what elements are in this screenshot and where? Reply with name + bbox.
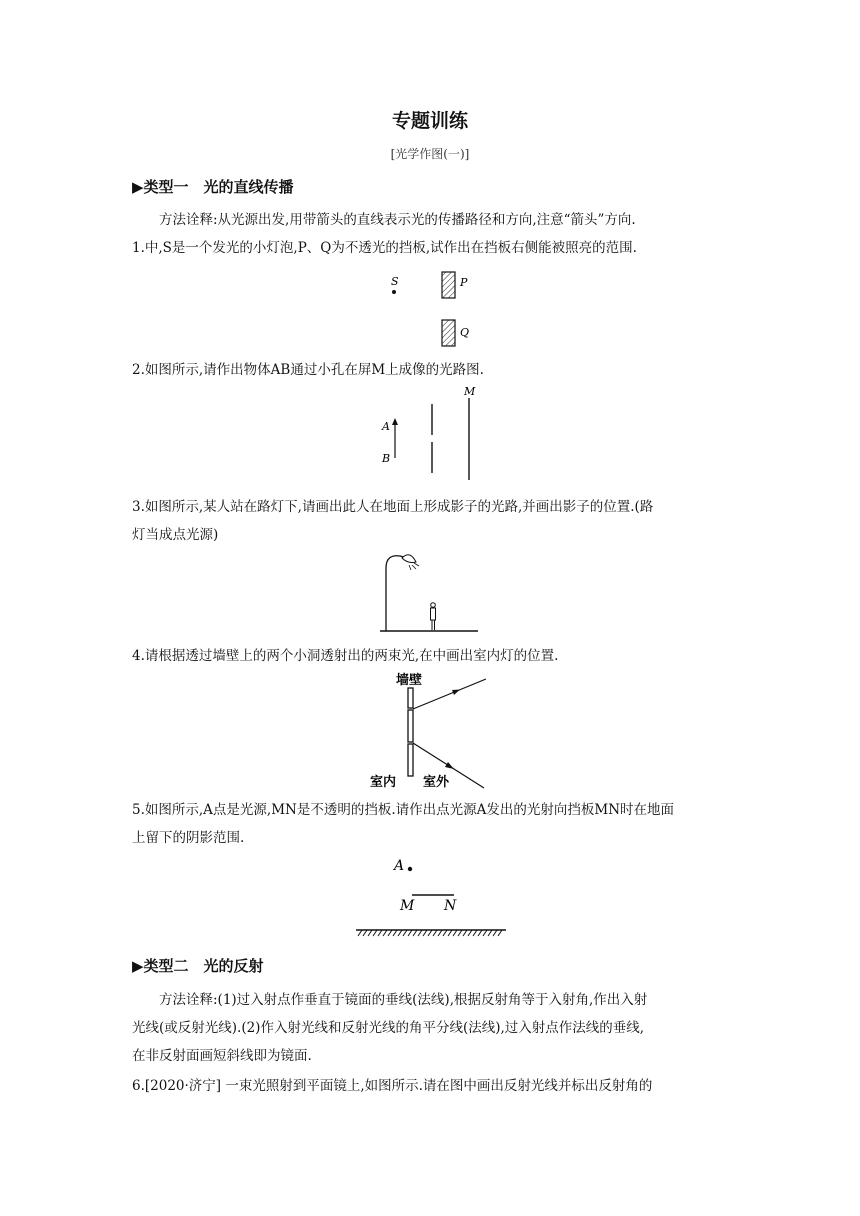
question-6-text: 6.[2020·济宁] 一束光照射到平面镜上,如图所示.请在图中画出反射光线并标出反射角的 bbox=[132, 1078, 653, 1094]
wall-segment-top bbox=[408, 688, 413, 708]
beam-arrow-lower bbox=[445, 762, 454, 769]
wall-segment-bottom bbox=[408, 744, 413, 776]
label-p: P bbox=[460, 276, 468, 289]
figure-5-shadow bbox=[352, 852, 512, 940]
label-outside: 室外 bbox=[423, 775, 450, 790]
method-text-2-line3: 在非反射面画短斜线即为镜面. bbox=[132, 1048, 312, 1064]
method-text-2-line1: 方法诠释:(1)过入射点作垂直于镜面的垂线(法线),根据反射角等于入射角,作出入射 bbox=[159, 992, 648, 1008]
label-a: A bbox=[382, 420, 390, 433]
wall-segment-middle bbox=[408, 710, 413, 742]
question-3-text-line1: 3.如图所示,某人站在路灯下,请画出此人在地面上形成影子的光路,并画出影子的位置.(路 bbox=[132, 499, 654, 515]
lamp-point-s bbox=[392, 290, 396, 294]
ground-hatching bbox=[358, 930, 502, 936]
label-a: A bbox=[394, 858, 405, 874]
question-5-text-line1: 5.如图所示,A点是光源,MN是不透明的挡板.请作出点光源A发出的光射向挡板MN时在地面 bbox=[132, 802, 675, 818]
label-m: M bbox=[400, 898, 415, 914]
baffle-p bbox=[442, 272, 455, 298]
figure-1-lamp-baffles bbox=[380, 264, 490, 356]
figure-3-street-lamp bbox=[378, 550, 482, 634]
question-4-text: 4.请根据透过墙壁上的两个小洞透射出的两束光,在中画出室内灯的位置. bbox=[132, 648, 559, 664]
question-2-text: 2.如图所示,请作出物体AB通过小孔在屏M上成像的光路图. bbox=[132, 362, 484, 378]
page-title: 专题训练 bbox=[391, 110, 468, 132]
label-s: S bbox=[391, 275, 399, 288]
label-b: B bbox=[382, 452, 391, 465]
method-text-2-line2: 光线(或反射光线).(2)作入射光线和反射光线的角平分线(法线),过入射点作法线的垂线, bbox=[132, 1020, 645, 1036]
light-source-a bbox=[408, 867, 412, 871]
arrow-head bbox=[392, 418, 398, 425]
beam-arrow-upper bbox=[452, 690, 460, 696]
lamp-post bbox=[386, 556, 408, 631]
person-figure bbox=[431, 603, 436, 630]
question-5-text-line2: 上留下的阴影范围. bbox=[132, 830, 245, 846]
figure-4-wall-holes bbox=[368, 670, 492, 794]
question-3-text-line2: 灯当成点光源) bbox=[132, 527, 219, 543]
page-subtitle: [光学作图(一)] bbox=[390, 147, 470, 161]
label-inside: 室内 bbox=[370, 775, 397, 790]
section-heading-1: ▶类型一 光的直线传播 bbox=[132, 178, 294, 196]
light-beam-upper bbox=[413, 679, 486, 709]
figure-2-pinhole bbox=[376, 384, 486, 484]
label-wall: 墙壁 bbox=[396, 673, 423, 688]
label-m: M bbox=[464, 385, 476, 398]
method-text-1: 方法诠释:从光源出发,用带箭头的直线表示光的传播路径和方向,注意“箭头”方向. bbox=[159, 212, 636, 228]
question-1-text: 1.中,S是一个发光的小灯泡,P、Q为不透光的挡板,试作出在挡板右侧能被照亮的范围. bbox=[132, 240, 637, 256]
baffle-q bbox=[442, 320, 455, 346]
lamp-head bbox=[402, 555, 416, 563]
section-heading-2: ▶类型二 光的反射 bbox=[132, 957, 264, 975]
label-q: Q bbox=[460, 326, 470, 339]
label-n: N bbox=[444, 898, 457, 914]
